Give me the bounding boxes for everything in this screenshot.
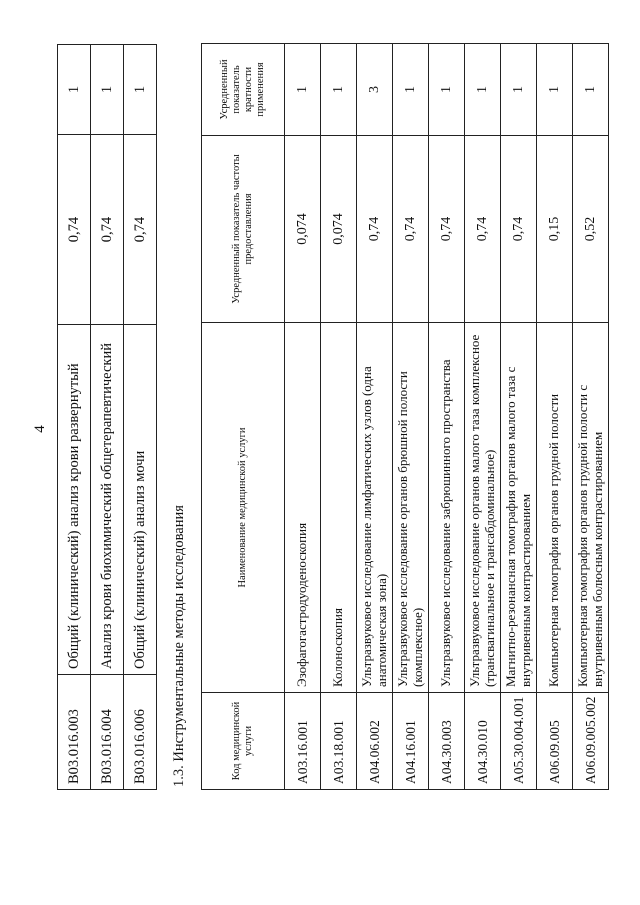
table-row bbox=[537, 44, 573, 790]
cell-multiplicity: 1 bbox=[429, 44, 465, 136]
cell-code: B03.016.006 bbox=[124, 675, 157, 790]
cell-frequency: 0,74 bbox=[465, 136, 501, 323]
table-row bbox=[285, 44, 321, 790]
table-header-row bbox=[202, 44, 285, 790]
cell-multiplicity: 1 bbox=[537, 44, 573, 136]
table-row bbox=[357, 44, 393, 790]
cell-name: Компьютерная томография органов грудной полости с внутривенным болюсным контрастированием bbox=[573, 323, 609, 693]
cell-multiplicity: 1 bbox=[321, 44, 357, 136]
cell-frequency: 0,74 bbox=[501, 136, 537, 323]
cell-name: Ультразвуковое исследование забрюшинного пространства bbox=[429, 323, 465, 693]
cell-code: A03.16.001 bbox=[285, 693, 321, 790]
cell-frequency: 0,52 bbox=[573, 136, 609, 323]
header-frequency: Усредненный показатель частоты предоставления bbox=[202, 136, 285, 323]
cell-code: B03.016.003 bbox=[58, 675, 91, 790]
table-row bbox=[124, 45, 157, 790]
cell-code: A04.30.010 bbox=[465, 693, 501, 790]
cell-code: A04.06.002 bbox=[357, 693, 393, 790]
cell-multiplicity: 1 bbox=[91, 45, 124, 135]
header-code: Код медицинской услуги bbox=[202, 693, 285, 790]
table-row bbox=[321, 44, 357, 790]
cell-name: Колоноскопия bbox=[321, 323, 357, 693]
cell-name: Анализ крови биохимический общетерапевтический bbox=[91, 325, 124, 675]
cell-multiplicity: 1 bbox=[465, 44, 501, 136]
lab-tests-table bbox=[57, 44, 157, 790]
table-row bbox=[465, 44, 501, 790]
table-row bbox=[393, 44, 429, 790]
page-number: 4 bbox=[32, 425, 48, 433]
cell-multiplicity: 3 bbox=[357, 44, 393, 136]
cell-name: Эзофагогастродуоденоскопия bbox=[285, 323, 321, 693]
cell-frequency: 0,074 bbox=[321, 136, 357, 323]
cell-name: Ультразвуковое исследование лимфатических узлов (одна анатомическая зона) bbox=[357, 323, 393, 693]
cell-multiplicity: 1 bbox=[285, 44, 321, 136]
cell-frequency: 0,74 bbox=[429, 136, 465, 323]
cell-frequency: 0,74 bbox=[393, 136, 429, 323]
table-row bbox=[573, 44, 609, 790]
cell-name: Ультразвуковое исследование органов брюшной полости (комплексное) bbox=[393, 323, 429, 693]
cell-multiplicity: 1 bbox=[573, 44, 609, 136]
table-row bbox=[501, 44, 537, 790]
cell-code: A06.09.005.002 bbox=[573, 693, 609, 790]
cell-frequency: 0,074 bbox=[285, 136, 321, 323]
instrumental-methods-table bbox=[201, 43, 609, 790]
cell-name: Компьютерная томография органов грудной полости bbox=[537, 323, 573, 693]
cell-code: A05.30.004.001 bbox=[501, 693, 537, 790]
cell-frequency: 0,74 bbox=[124, 135, 157, 325]
section-title: 1.3. Инструментальные методы исследования bbox=[171, 505, 187, 787]
cell-name: Ультразвуковое исследование органов малого таза комплексное (трансвагинальное и трансабдоминальное) bbox=[465, 323, 501, 693]
table-row bbox=[58, 45, 91, 790]
cell-frequency: 0,74 bbox=[58, 135, 91, 325]
header-name: Наименование медицинской услуги bbox=[202, 323, 285, 693]
cell-frequency: 0,15 bbox=[537, 136, 573, 323]
cell-multiplicity: 1 bbox=[124, 45, 157, 135]
cell-frequency: 0,74 bbox=[91, 135, 124, 325]
table-row bbox=[91, 45, 124, 790]
cell-name: Общий (клинический) анализ крови развернутый bbox=[58, 325, 91, 675]
cell-code: B03.016.004 bbox=[91, 675, 124, 790]
cell-multiplicity: 1 bbox=[501, 44, 537, 136]
header-multiplicity: Усредненный показатель кратности применения bbox=[202, 44, 285, 136]
cell-code: A04.30.003 bbox=[429, 693, 465, 790]
cell-code: A06.09.005 bbox=[537, 693, 573, 790]
cell-name: Магнитно-резонансная томография органов малого таза с внутривенным контрастированием bbox=[501, 323, 537, 693]
cell-frequency: 0,74 bbox=[357, 136, 393, 323]
cell-multiplicity: 1 bbox=[58, 45, 91, 135]
cell-multiplicity: 1 bbox=[393, 44, 429, 136]
cell-code: A04.16.001 bbox=[393, 693, 429, 790]
table-row bbox=[429, 44, 465, 790]
cell-name: Общий (клинический) анализ мочи bbox=[124, 325, 157, 675]
cell-code: A03.18.001 bbox=[321, 693, 357, 790]
